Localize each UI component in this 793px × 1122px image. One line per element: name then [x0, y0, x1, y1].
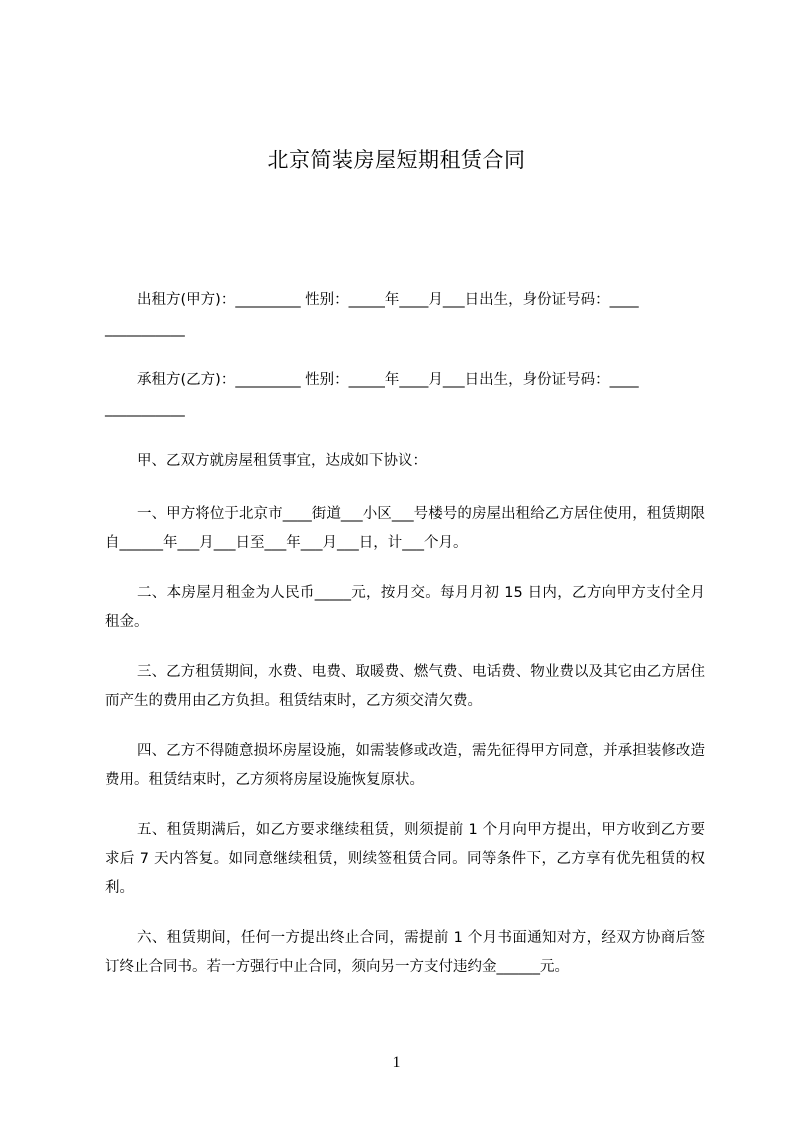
lessor-info-line-continued: ___________	[105, 321, 185, 337]
clause-3: 三、乙方租赁期间，水费、电费、取暖费、燃气费、电话费、物业费以及其它由乙方居住而产生的费用由乙方负担。租赁结束时，乙方须交清欠费。	[105, 664, 705, 709]
agreement-intro: 甲、乙双方就房屋租赁事宜，达成如下协议：	[137, 453, 427, 469]
clause-5: 五、租赁期满后，如乙方要求继续租赁，则须提前 1 个月向甲方提出，甲方收到乙方要求后 7 天内答复。如同意继续租赁，则续签租赁合同。同等条件下，乙方享有优先租赁的权利。	[105, 822, 705, 896]
lessee-info-line-continued: ___________	[105, 401, 185, 417]
clause-6: 六、租赁期间，任何一方提出终止合同，需提前 1 个月书面通知对方，经双方协商后签订终止合同书。若一方强行中止合同，须向另一方支付违约金______元。	[105, 930, 705, 975]
clause-2: 二、本房屋月租金为人民币_____元，按月交。每月月初 15 日内，乙方向甲方支付全月租金。	[105, 585, 705, 630]
lessor-info-line: 出租方(甲方)：_________ 性别：_____年____月___日出生，身份证号码：____	[137, 292, 639, 308]
page-number: 1	[392, 1054, 401, 1071]
lessee-info-line: 承租方(乙方)：_________ 性别：_____年____月___日出生，身份证号码：____	[137, 372, 639, 388]
document-title: 北京简装房屋短期租赁合同	[267, 148, 526, 172]
clause-4: 四、乙方不得随意损坏房屋设施，如需装修或改造，需先征得甲方同意，并承担装修改造费用。租赁结束时，乙方须将房屋设施恢复原状。	[105, 743, 705, 788]
clause-1: 一、甲方将位于北京市____街道___小区___号楼号的房屋出租给乙方居住使用，租赁期限自______年___月___日至___年___月___日，计___个月。	[105, 506, 705, 551]
